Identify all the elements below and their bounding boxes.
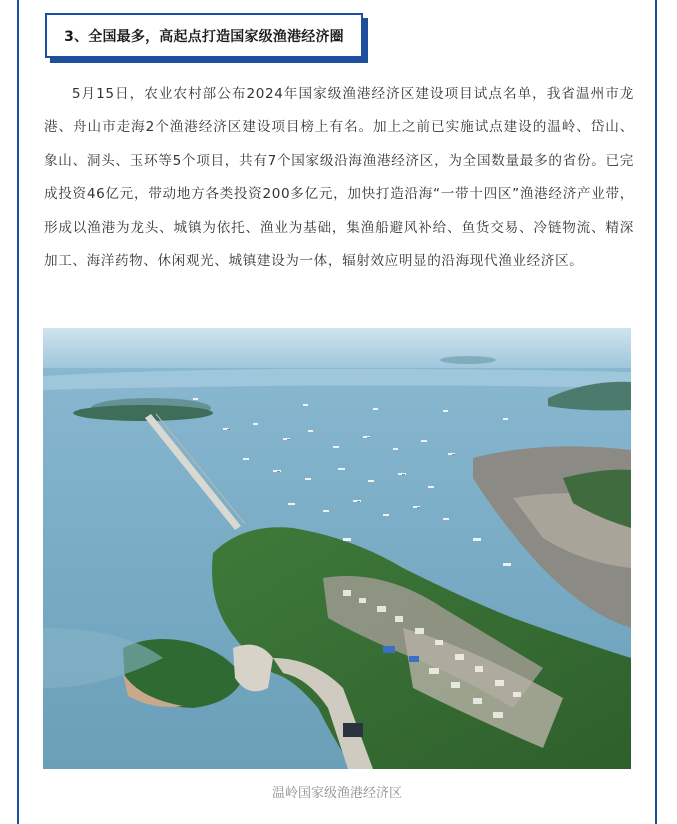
section-heading-box [45,13,367,63]
article-paragraph: 5月15日，农业农村部公布2024年国家级渔港经济区建设项目试点名单，我省温州市龙港、舟山市走海2个渔港经济区建设项目榜上有名。加上之前已实施试点建设的温岭、岱山、象山、洞头、玉环等5个项目，共有7个国家级沿海渔港经济区，为全国数量最多的省份。已完成投资46亿元，带动地方各类投资200多亿元，加快打造沿海“一带十四区”渔港经济产业带，形成以渔港为龙头、城镇为依托、渔业为基础，集渔船避风补给、鱼货交易、冷链物流、精深加工、海洋药物、休闲观光、城镇建设为一体，辐射效应明显的沿海现代渔业经济区。 [44,86,634,270]
section-heading: 3、全国最多，高起点打造国家级渔港经济圈 [64,28,344,45]
heading-frame [45,13,363,58]
photo-caption: 温岭国家级渔港经济区 [271,786,402,801]
aerial-fishing-port-photo [43,328,631,769]
